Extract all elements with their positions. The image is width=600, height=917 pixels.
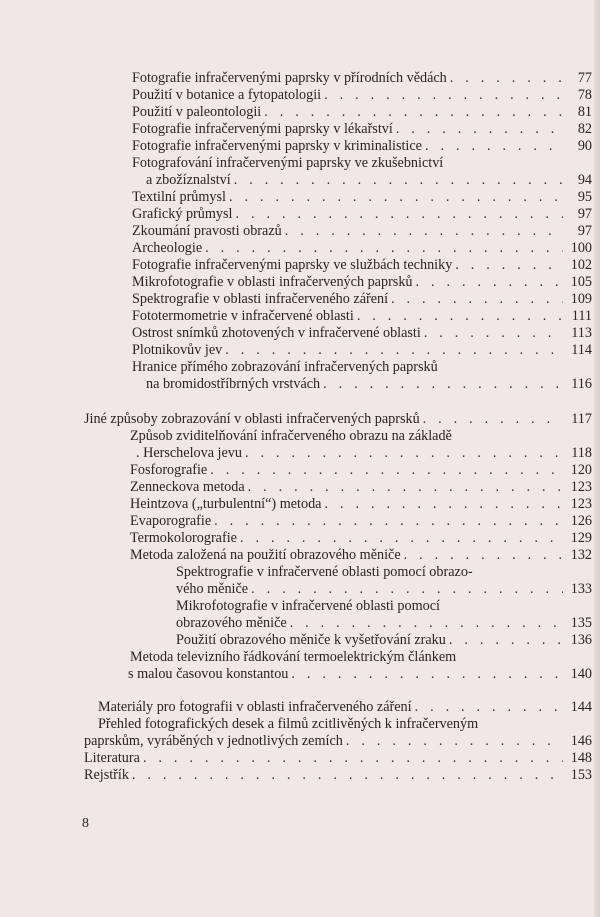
toc-leader xyxy=(225,342,563,359)
toc-page: 81 xyxy=(577,104,592,120)
toc-entry xyxy=(84,172,592,189)
toc-page: 102 xyxy=(570,257,592,273)
toc-entry xyxy=(84,223,592,240)
toc-page: 100 xyxy=(570,240,592,256)
toc-title: s malou časovou konstantou xyxy=(128,666,289,682)
toc-title: Použití v botanice a fytopatologii xyxy=(132,87,322,103)
toc-leader xyxy=(132,767,563,784)
toc-entry xyxy=(84,615,592,632)
toc-entry xyxy=(84,750,592,767)
toc-title: Fototermometrie v infračervené oblasti xyxy=(132,308,354,324)
toc-title: Heintzova („turbulentní“) metoda xyxy=(130,496,322,512)
toc-title: Jiné způsoby zobrazování v oblasti infračervených paprsků xyxy=(84,411,420,427)
toc-title: na bromidostříbrných vrstvách xyxy=(146,376,321,392)
toc-entry xyxy=(84,376,592,393)
toc-title: Ostrost snímků zhotovených v infračervené oblasti xyxy=(132,325,421,341)
toc-page: 78 xyxy=(577,87,592,103)
toc-title-line: Spektrografie v infračervené oblasti pomocí obrazo- xyxy=(176,564,473,580)
toc-title: Textilní průmysl xyxy=(132,189,226,205)
toc-leader xyxy=(291,666,563,683)
toc-entry xyxy=(84,87,592,104)
toc-page: 144 xyxy=(570,699,592,715)
toc-leader xyxy=(285,223,563,240)
toc-title: Fotografie infračervenými paprsky ve službách techniky xyxy=(132,257,453,273)
toc-entry xyxy=(84,308,592,325)
toc-title: obrazového měniče xyxy=(176,615,287,631)
toc-title: Plotnikovův jev xyxy=(132,342,223,358)
table-of-contents xyxy=(84,70,592,784)
toc-entry xyxy=(84,342,592,359)
toc-entry xyxy=(84,699,592,716)
toc-page: 97 xyxy=(577,223,592,239)
toc-page: 90 xyxy=(577,138,592,154)
toc-leader xyxy=(416,274,563,291)
toc-title: Mikrofotografie v oblasti infračervených paprsků xyxy=(132,274,413,290)
toc-page: 123 xyxy=(570,496,592,512)
toc-title: vého měniče xyxy=(176,581,249,597)
toc-leader xyxy=(415,699,563,716)
toc-title-line: Fotografování infračervenými paprsky ve zkušebnictví xyxy=(132,155,444,171)
toc-page: 146 xyxy=(570,733,592,749)
toc-title: Fotografie infračervenými paprsky v lékařství xyxy=(132,121,393,137)
toc-title: Zenneckova metoda xyxy=(130,479,245,495)
toc-title: Fotografie infračervenými paprsky v kriminalistice xyxy=(132,138,422,154)
toc-title-line: Metoda televizního řádkování termoelektrickým článkem xyxy=(130,649,457,665)
toc-page: 126 xyxy=(570,513,592,529)
page-number: 8 xyxy=(82,816,89,831)
toc-leader xyxy=(251,581,563,598)
toc-entry xyxy=(84,479,592,496)
toc-page: 109 xyxy=(570,291,592,307)
toc-leader xyxy=(264,104,563,121)
toc-leader xyxy=(449,632,563,649)
toc-leader xyxy=(290,615,563,632)
toc-page: 123 xyxy=(570,479,592,495)
toc-title: Zkoumání pravosti obrazů xyxy=(132,223,282,239)
toc-leader xyxy=(423,411,563,428)
toc-leader xyxy=(424,325,563,342)
toc-entry xyxy=(84,325,592,342)
toc-entry xyxy=(84,291,592,308)
toc-title-line: Přehled fotografických desek a filmů zcitlivěných k infračerveným xyxy=(98,716,479,732)
toc-entry xyxy=(84,632,592,649)
toc-title: Metoda založená na použití obrazového měniče xyxy=(130,547,401,563)
toc-title: a zbožíznalství xyxy=(146,172,231,188)
toc-title: Termokolorografie xyxy=(130,530,237,546)
toc-title: Použití v paleontologii xyxy=(132,104,262,120)
toc-title-line: Hranice přímého zobrazování infračervených paprsků xyxy=(132,359,438,375)
toc-leader xyxy=(357,308,563,325)
toc-title: paprskům, vyráběných v jednotlivých zemích xyxy=(84,733,343,749)
toc-title: Fotografie infračervenými paprsky v přírodních vědách xyxy=(132,70,447,86)
toc-title: Literatura xyxy=(84,750,140,766)
toc-page: 114 xyxy=(571,342,592,358)
toc-entry xyxy=(84,666,592,683)
toc-page: 116 xyxy=(571,376,592,392)
toc-entry xyxy=(84,581,592,598)
toc-leader xyxy=(324,87,563,104)
toc-title: Grafický průmysl xyxy=(132,206,233,222)
toc-page: 97 xyxy=(577,206,592,222)
toc-title: Rejstřík xyxy=(84,767,129,783)
toc-title: Materiály pro fotografii v oblasti infračerveného záření xyxy=(98,699,412,715)
toc-entry xyxy=(84,138,592,155)
toc-leader xyxy=(404,547,563,564)
toc-entry xyxy=(84,445,592,462)
toc-title-line: Mikrofotografie v infračervené oblasti pomocí xyxy=(176,598,440,614)
toc-page: 135 xyxy=(570,615,592,631)
toc-leader xyxy=(324,496,563,513)
toc-page: 129 xyxy=(570,530,592,546)
toc-entry xyxy=(84,70,592,87)
toc-page: 94 xyxy=(577,172,592,188)
toc-leader xyxy=(425,138,563,155)
toc-leader xyxy=(240,530,563,547)
toc-title: Spektrografie v oblasti infračerveného záření xyxy=(132,291,389,307)
toc-title: Archeologie xyxy=(132,240,203,256)
toc-leader xyxy=(391,291,563,308)
toc-leader xyxy=(235,206,563,223)
toc-entry xyxy=(84,530,592,547)
toc-page: 136 xyxy=(570,632,592,648)
toc-page: 113 xyxy=(571,325,592,341)
toc-page: 77 xyxy=(577,70,592,86)
toc-page: 133 xyxy=(570,581,592,597)
toc-entry xyxy=(84,547,592,564)
toc-entry xyxy=(84,496,592,513)
toc-leader xyxy=(214,513,563,530)
toc-leader xyxy=(323,376,563,393)
toc-entry xyxy=(84,104,592,121)
toc-entry xyxy=(84,274,592,291)
toc-page: 148 xyxy=(570,750,592,766)
toc-leader xyxy=(210,462,563,479)
toc-entry xyxy=(84,513,592,530)
toc-title-line: Způsob zviditelňování infračerveného obrazu na základě xyxy=(130,428,452,444)
toc-entry xyxy=(84,733,592,750)
toc-entry xyxy=(84,257,592,274)
toc-entry xyxy=(84,462,592,479)
toc-leader xyxy=(245,445,563,462)
toc-page: 105 xyxy=(570,274,592,290)
toc-leader xyxy=(229,189,563,206)
toc-page: 120 xyxy=(570,462,592,478)
toc-title: Fosforografie xyxy=(130,462,208,478)
toc-leader xyxy=(143,750,563,767)
toc-page: 82 xyxy=(577,121,592,137)
page-edge xyxy=(594,0,600,917)
toc-page: 111 xyxy=(571,308,592,324)
toc-entry xyxy=(84,189,592,206)
toc-page: 132 xyxy=(570,547,592,563)
toc-title: Evaporografie xyxy=(130,513,212,529)
toc-leader xyxy=(234,172,563,189)
toc-leader xyxy=(396,121,563,138)
toc-page: 117 xyxy=(571,411,592,427)
toc-title: Použití obrazového měniče k vyšetřování zraku xyxy=(176,632,446,648)
toc-title: . Herschelova jevu xyxy=(136,445,242,461)
toc-leader xyxy=(455,257,563,274)
toc-entry xyxy=(84,240,592,257)
toc-page: 95 xyxy=(577,189,592,205)
toc-leader xyxy=(205,240,563,257)
toc-entry xyxy=(84,767,592,784)
toc-page: 140 xyxy=(570,666,592,682)
toc-entry xyxy=(84,121,592,138)
toc-page: 153 xyxy=(570,767,592,783)
toc-entry xyxy=(84,206,592,223)
toc-leader xyxy=(450,70,563,87)
toc-leader xyxy=(346,733,563,750)
toc-page: 118 xyxy=(571,445,592,461)
toc-entry xyxy=(84,411,592,428)
toc-leader xyxy=(248,479,563,496)
